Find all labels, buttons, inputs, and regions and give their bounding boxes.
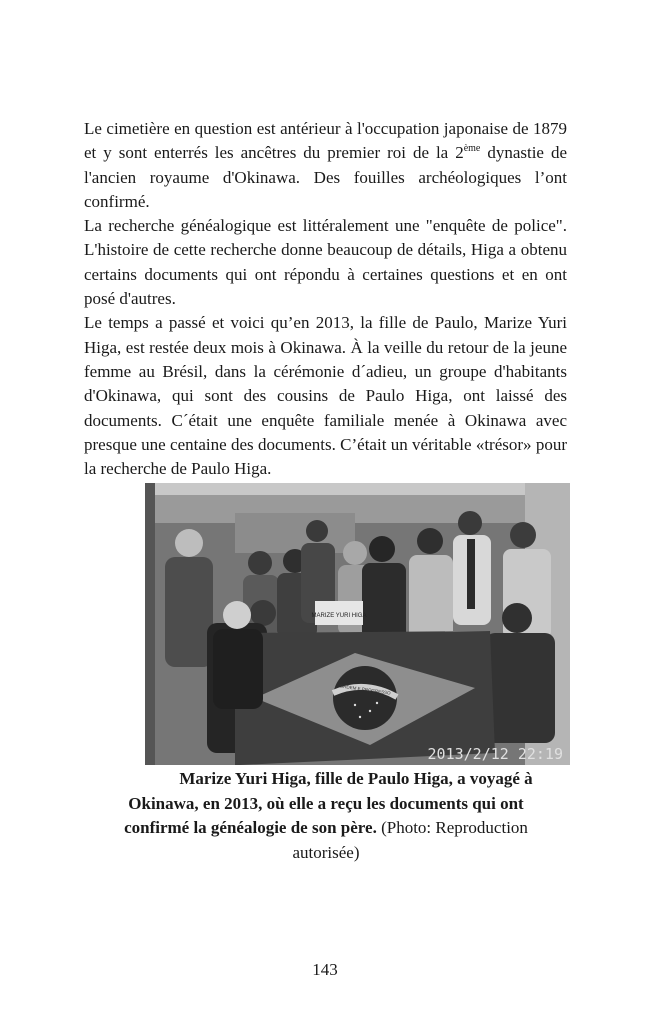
front-person-body bbox=[213, 629, 263, 709]
ceiling-lights bbox=[145, 483, 570, 495]
name-sign-left-text: MARIZE YURI HIGA bbox=[311, 613, 367, 619]
caption-bold-line1: Marize Yuri Higa, fille de Paulo Higa, a voyagé à bbox=[179, 769, 533, 788]
group-photo-drawing bbox=[145, 483, 570, 765]
body-text bbox=[84, 117, 567, 481]
page-number: 143 bbox=[312, 960, 338, 979]
photo-caption bbox=[96, 767, 556, 865]
paragraph-1-text: Le cimetière en question est antérieur à l'occupation japonaise de 1879 et y sont enterrés les ancêtres du premier roi de la 2 bbox=[84, 119, 567, 163]
paragraph-3: Le temps a passé et voici qu’en 2013, la fille de Paulo, Marize Yuri Higa, est restée deux mois à Okinawa. À la veille du retour de la jeune femme au Brésil, dans la cérémonie d´adieu, un groupe d'habitants d'Okinawa, qui sont des cousins de Paulo Higa, ont laissé des documents. C´était une enquête familiale menée à Okinawa avec presque une centaine des documents. C’était un véritable «trésor» pour la recherche de Paulo Higa. bbox=[84, 313, 567, 479]
photo-left-edge bbox=[145, 483, 155, 765]
group-photo bbox=[145, 483, 570, 765]
front-person-face bbox=[223, 601, 251, 629]
background-shop bbox=[235, 513, 355, 553]
caption-credit: (Photo: Reproduction autorisée) bbox=[292, 818, 528, 862]
photo-timestamp: 2013/2/12 22:19 bbox=[427, 745, 563, 763]
paragraph-1 bbox=[84, 117, 567, 214]
superscript-ordinal: ème bbox=[463, 143, 481, 155]
paragraph-2: La recherche généalogique est littéralement une "enquête de police". L'histoire de cette recherche donne beaucoup de détails, Higa a obtenu certains documents qui ont répondu à certaines questions et en ont posé d'autres. bbox=[84, 216, 567, 309]
paragraph-1-text-end: dynastie de l'ancien royaume d'Okinawa. Des fouilles archéologiques l’ont confirmé. bbox=[84, 143, 567, 211]
caption-bold-line2: Okinawa, en 2013, où elle a reçu les documents qui ont confirmé la généalogie de son père. bbox=[124, 793, 524, 837]
flag-motto: ORDEM E PROGRESSO bbox=[339, 683, 391, 696]
